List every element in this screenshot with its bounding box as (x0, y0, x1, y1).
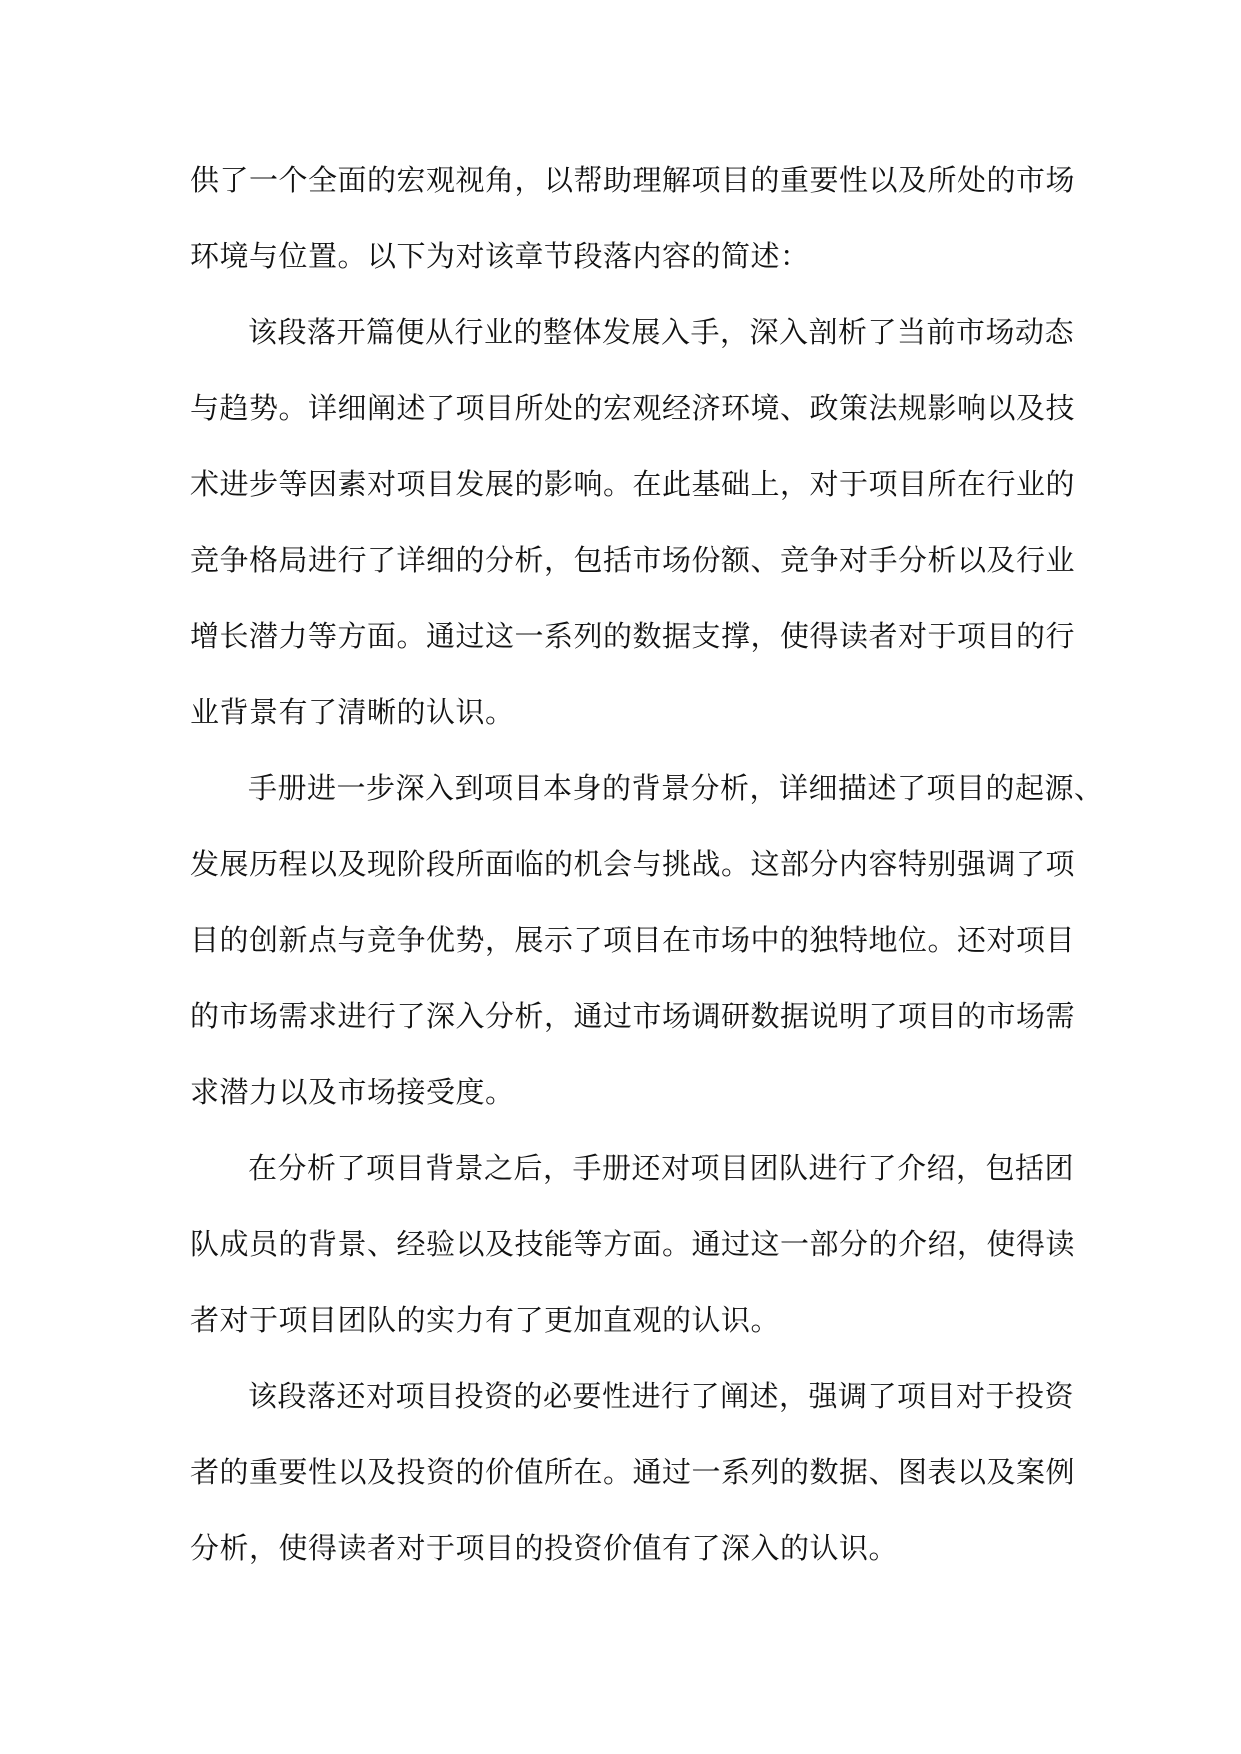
text-line: 队成员的背景、经验以及技能等方面。通过这一部分的介绍，使得读 (190, 1227, 1076, 1261)
text-line: 环境与位置。以下为对该章节段落内容的简述： (190, 239, 810, 273)
text-line: 求潜力以及市场接受度。 (190, 1075, 515, 1109)
text-line: 增长潜力等方面。通过这一系列的数据支撑，使得读者对于项目的行 (190, 619, 1076, 653)
text-line: 的市场需求进行了深入分析，通过市场调研数据说明了项目的市场需 (190, 999, 1076, 1033)
text-line: 与趋势。详细阐述了项目所处的宏观经济环境、政策法规影响以及技 (190, 391, 1076, 425)
document-body (190, 142, 1104, 1586)
text-line: 竞争格局进行了详细的分析，包括市场份额、竞争对手分析以及行业 (190, 543, 1076, 577)
text-line: 在分析了项目背景之后，手册还对项目团队进行了介绍，包括团 (248, 1151, 1075, 1185)
text-line: 者的重要性以及投资的价值所在。通过一系列的数据、图表以及案例 (190, 1455, 1076, 1489)
text-line: 目的创新点与竞争优势，展示了项目在市场中的独特地位。还对项目 (190, 923, 1076, 957)
text-line: 发展历程以及现阶段所面临的机会与挑战。这部分内容特别强调了项 (190, 847, 1076, 881)
text-line: 供了一个全面的宏观视角，以帮助理解项目的重要性以及所处的市场 (190, 163, 1076, 197)
text-line: 者对于项目团队的实力有了更加直观的认识。 (190, 1303, 781, 1337)
text-line: 该段落还对项目投资的必要性进行了阐述，强调了项目对于投资 (248, 1379, 1075, 1413)
paragraph-1 (190, 142, 1076, 294)
paragraph-2 (190, 294, 1076, 750)
text-line: 术进步等因素对项目发展的影响。在此基础上，对于项目所在行业的 (190, 467, 1076, 501)
text-line: 手册进一步深入到项目本身的背景分析，详细描述了项目的起源、 (248, 771, 1104, 805)
paragraph-4 (190, 1130, 1076, 1358)
paragraph-3 (190, 750, 1104, 1130)
text-line: 该段落开篇便从行业的整体发展入手，深入剖析了当前市场动态 (248, 315, 1075, 349)
text-line: 业背景有了清晰的认识。 (190, 695, 515, 729)
text-line: 分析，使得读者对于项目的投资价值有了深入的认识。 (190, 1531, 899, 1565)
paragraph-5 (190, 1358, 1076, 1586)
